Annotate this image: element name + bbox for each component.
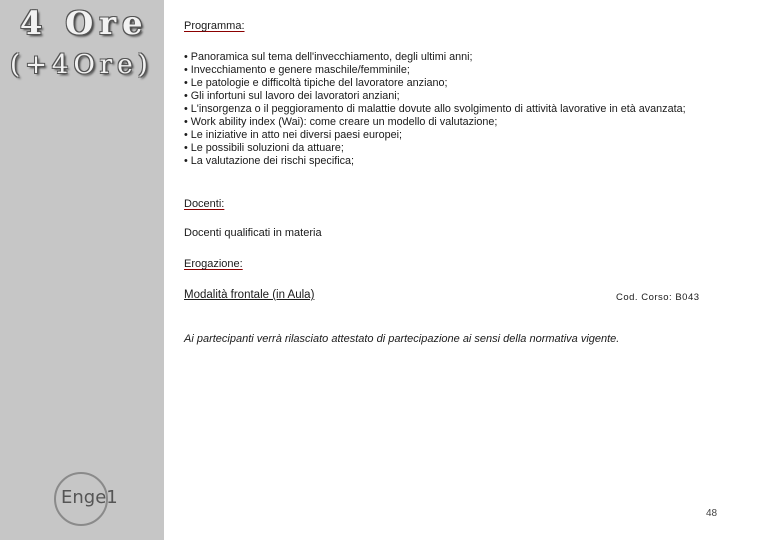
delivery-mode: Modalità frontale (in Aula) (184, 289, 315, 301)
course-hours: 4 Ore (20, 4, 149, 42)
list-item: • Gli infortuni sul lavoro dei lavoratori anziani; (184, 90, 686, 103)
logo-text: Enge1 (61, 487, 118, 508)
list-item: • Le possibili soluzioni da attuare; (184, 142, 686, 155)
erogazione-heading: Erogazione: (184, 258, 243, 270)
programma-heading: Programma: (184, 20, 245, 32)
list-item: • Work ability index (Wai): come creare un modello di valutazione; (184, 116, 686, 129)
course-content (184, 0, 774, 540)
course-code: Cod. Corso: B043 (616, 292, 700, 303)
extra-hours: (+4Ore) (10, 50, 153, 80)
list-item: • Le patologie e difficoltà tipiche del lavoratore anziano; (184, 77, 686, 90)
enge1-logo (50, 470, 160, 530)
certificate-note: Ai partecipanti verrà rilasciato attestato di partecipazione ai sensi della normativa vigente. (184, 333, 620, 345)
list-item: • Le iniziative in atto nei diversi paesi europei; (184, 129, 686, 142)
docenti-heading: Docenti: (184, 198, 225, 210)
list-item: • Invecchiamento e genere maschile/femminile; (184, 64, 686, 77)
programma-list (184, 51, 686, 168)
sidebar (0, 0, 164, 540)
list-item: • L'insorgenza o il peggioramento di malattie dovute allo svolgimento di attività lavorative in età avanzata; (184, 103, 686, 116)
page-number: 48 (706, 508, 718, 519)
list-item: • La valutazione dei rischi specifica; (184, 155, 686, 168)
list-item: • Panoramica sul tema dell'invecchiamento, degli ultimi anni; (184, 51, 686, 64)
docenti-text: Docenti qualificati in materia (184, 227, 322, 239)
